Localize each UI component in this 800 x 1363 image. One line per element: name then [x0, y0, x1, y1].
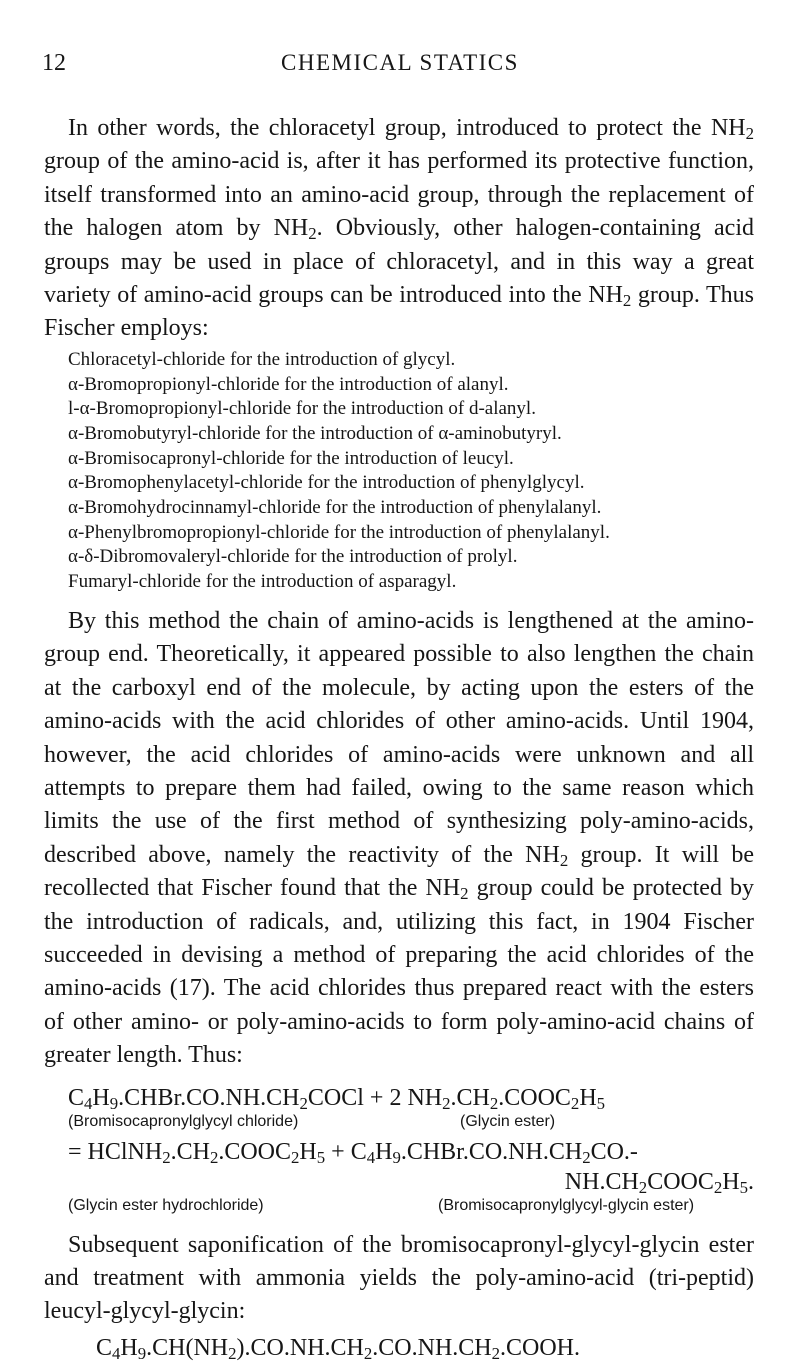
final-formula: $C_4H_9.CH(NH_2).CO.NH.CH_2.CO.NH.CH_2.COOH$. — [96, 1334, 581, 1363]
caption-bromisocapronylglycyl-glycin-ester: (Bromisocapronylglycyl-glycin ester) — [438, 1196, 695, 1214]
page-number: 12 — [42, 50, 66, 76]
list-item: Chloracetyl-chloride for the introduction of glycyl. — [68, 348, 456, 370]
list-item: α-Bromopropionyl-chloride for the introduction of alanyl. — [68, 373, 509, 395]
running-title: CHEMICAL STATICS — [281, 50, 519, 75]
equation-line-products: = $HClNH_2.CH_2.COOC_2H_5$ + $C_4H_9.CHBr.CO.NH.CH_2CO.-$ — [68, 1138, 638, 1167]
reaction-equation — [44, 1083, 754, 1219]
list-item: α-Bromobutyryl-chloride for the introduction of α-aminobutyryl. — [68, 422, 562, 444]
equation-line-reactants: $C_4H_9.CHBr.CO.NH.CH_2COCl + 2$ $NH_2.CH_2.COOC_2H_5$ — [68, 1084, 606, 1113]
caption-glycin-ester-hydrochloride: (Glycin ester hydrochloride) — [68, 1196, 264, 1214]
caption-bromisocapronylglycyl-chloride: (Bromisocapronylglycyl chloride) — [68, 1112, 299, 1130]
list-item: α-Phenylbromopropionyl-chloride for the introduction of phenylalanyl. — [68, 521, 610, 543]
list-item: α-Bromophenylacetyl-chloride for the introduction of phenylglycyl. — [68, 472, 585, 494]
list-item: α-δ-Dibromovaleryl-chloride for the introduction of prolyl. — [68, 546, 518, 568]
list-item: l-α-Bromopropionyl-chloride for the introduction of d-alanyl. — [68, 398, 536, 420]
list-item: Fumaryl-chloride for the introduction of asparagyl. — [68, 571, 457, 593]
list-item: α-Bromohydrocinnamyl-chloride for the introduction of phenylalanyl. — [68, 497, 602, 519]
list-item: α-Bromisocapronyl-chloride for the introduction of leucyl. — [68, 447, 514, 469]
equation-caption-reactants — [44, 1113, 754, 1135]
caption-glycin-ester: (Glycin ester) — [460, 1112, 556, 1130]
equation-line-products-continued: $NH.CH_2COOC_2H_5$. — [564, 1168, 754, 1197]
paragraph-chloracetyl: In other words, the chloracetyl group, introduced to protect the $NH_2$ group of the amino-acid is, after it has performed its protective function, itself transformed into an amino-acid group, through the replacement of the halogen atom by $NH_2$. Obviously, other halogen-containing acid groups may be used in place of chloracetyl, and in this way a great variety of amino-acid groups can be introduced into the $NH_2$ group. Thus Fischer employs: — [44, 115, 755, 342]
reagent-list — [68, 348, 754, 595]
page-body — [44, 112, 754, 1363]
paragraph-method: By this method the chain of amino-acids is lengthened at the amino-group end. Theoretically, it appeared possible to also lengthen the chain at the carboxyl end of the molecule, by acting upon the esters of the amino-acids with the acid chlorides of other amino-acids. Until 1904, however, the acid chlorides of amino-acids were unknown and all attempts to prepare them had failed, owing to the same reason which limits the use of the first method of synthesizing poly-amino-acids, described above, namely the reactivity of the $NH_2$ group. It will be recollected that Fischer found that the $NH_2$ group could be protected by the introduction of radicals, and, utilizing this fact, in 1904 Fischer succeeded in devising a method of preparing the acid chlorides of the amino-acids (17). The acid chlorides thus prepared react with the esters of other amino- or poly-amino-acids to form poly-amino-acid chains of greater length. Thus: — [44, 607, 755, 1069]
page-header — [0, 50, 800, 80]
equation-caption-products — [44, 1197, 754, 1219]
paragraph-saponification: Subsequent saponification of the bromisocapronyl-glycyl-glycin ester and treatment with ammonia yields the poly-amino-acid (tri-peptid) leucyl-glycyl-glycin: — [44, 1231, 754, 1325]
